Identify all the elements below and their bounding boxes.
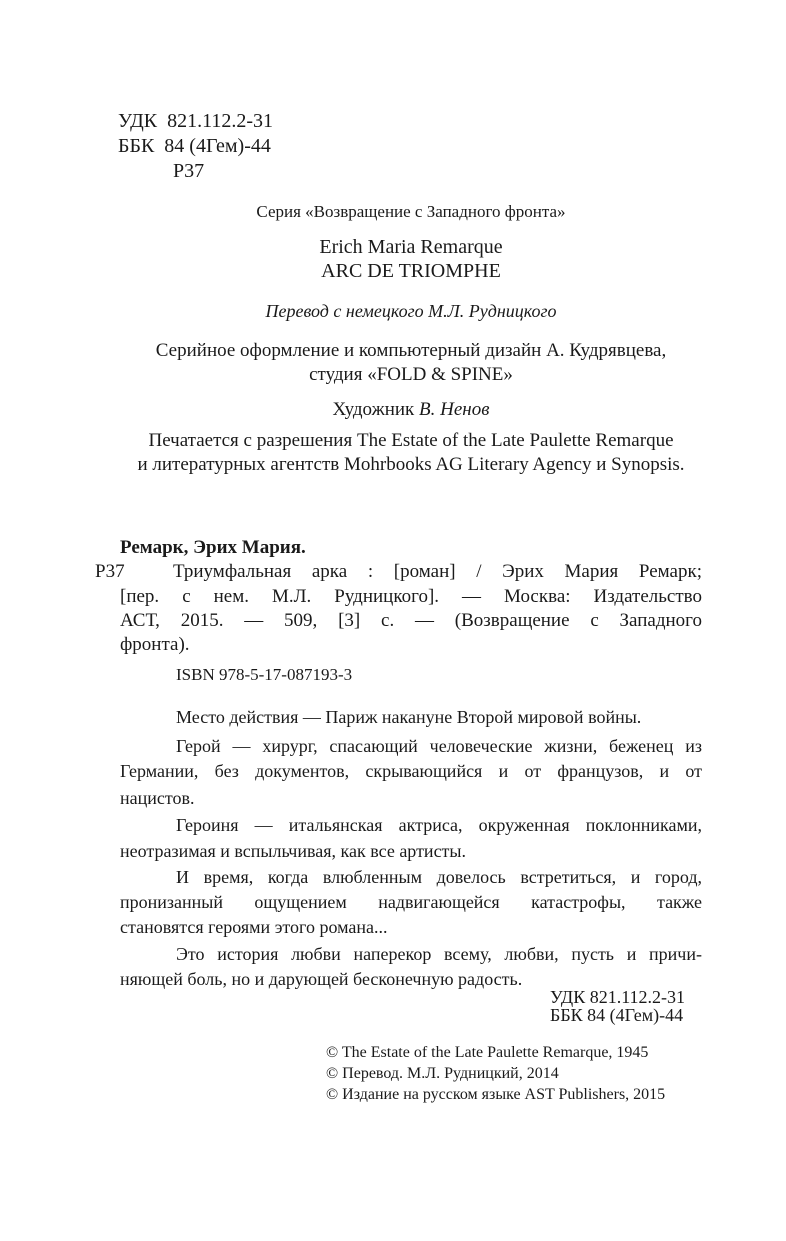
annotation-line: неотразимая и вспыльчивая, как все артисты. bbox=[120, 841, 467, 861]
annotation-line: Это история любви наперекор всему, любви, пусть и причи- bbox=[176, 944, 702, 964]
annotation-line: няющей боль, но и дарующей бесконечную радость. bbox=[120, 969, 523, 989]
bbk-header: ББК 84 (4Гем)-44 bbox=[118, 135, 271, 157]
original-title: ARC DE TRIOMPHE bbox=[321, 260, 501, 282]
annotation-line: нацистов. bbox=[120, 788, 195, 808]
annotation-line: Германии, без документов, скрывающийся и от французов, и от bbox=[120, 761, 702, 781]
udk-footer: УДК 821.112.2-31 bbox=[550, 987, 686, 1007]
annotation-line: Герой — хирург, спасающий человеческие жизни, беженец из bbox=[176, 736, 702, 756]
annotation-line: Героиня — итальянская актриса, окруженная поклонниками, bbox=[176, 815, 702, 835]
annotation-line: становятся героями этого романа... bbox=[120, 917, 388, 937]
artist-label: Художник bbox=[332, 399, 415, 420]
copyright-line: © The Estate of the Late Paulette Remarque, 1945 bbox=[326, 1044, 649, 1061]
design-credit-line1: Серийное оформление и компьютерный дизайн А. Кудрявцева, bbox=[155, 340, 667, 361]
annotation-line: И время, когда влюбленным довелось встретиться, и город, bbox=[176, 867, 702, 887]
permission-line1: Печатается с разрешения The Estate of the Late Paulette Remarque bbox=[148, 430, 674, 451]
annotation-line: пронизанный ощущением надвигающейся катастрофы, также bbox=[120, 892, 702, 912]
bib-line: Триумфальная арка : [роман] / Эрих Мария Ремарк; bbox=[173, 561, 702, 582]
copyright-line: © Издание на русском языке AST Publishers, 2015 bbox=[326, 1086, 666, 1103]
author-code: Р37 bbox=[173, 160, 205, 182]
series-title: Серия «Возвращение с Западного фронта» bbox=[256, 202, 566, 221]
bbk-footer: ББК 84 (4Гем)-44 bbox=[550, 1005, 684, 1025]
artist-name: В. Ненов bbox=[419, 399, 490, 420]
bib-line: фронта). bbox=[120, 634, 190, 655]
original-author: Erich Maria Remarque bbox=[319, 236, 503, 258]
artist-credit bbox=[120, 399, 702, 421]
bib-line: [пер. с нем. М.Л. Рудницкого]. — Москва: Издательство bbox=[120, 586, 702, 607]
bib-line: АСТ, 2015. — 509, [3] с. — (Возвращение с Западного bbox=[120, 610, 702, 631]
design-credit-line2: студия «FOLD & SPINE» bbox=[309, 364, 513, 385]
bib-code: Р37 bbox=[95, 561, 125, 582]
translation-credit: Перевод с немецкого М.Л. Рудницкого bbox=[265, 301, 557, 321]
isbn: ISBN 978-5-17-087193-3 bbox=[176, 665, 353, 684]
udk-header: УДК 821.112.2-31 bbox=[118, 110, 274, 132]
annotation-line: Место действия — Париж накануне Второй мировой войны. bbox=[176, 707, 642, 727]
copyright-line: © Перевод. М.Л. Рудницкий, 2014 bbox=[326, 1065, 559, 1082]
bib-author: Ремарк, Эрих Мария. bbox=[120, 537, 306, 558]
permission-line2: и литературных агентств Mohrbooks AG Literary Agency и Synopsis. bbox=[137, 454, 685, 475]
